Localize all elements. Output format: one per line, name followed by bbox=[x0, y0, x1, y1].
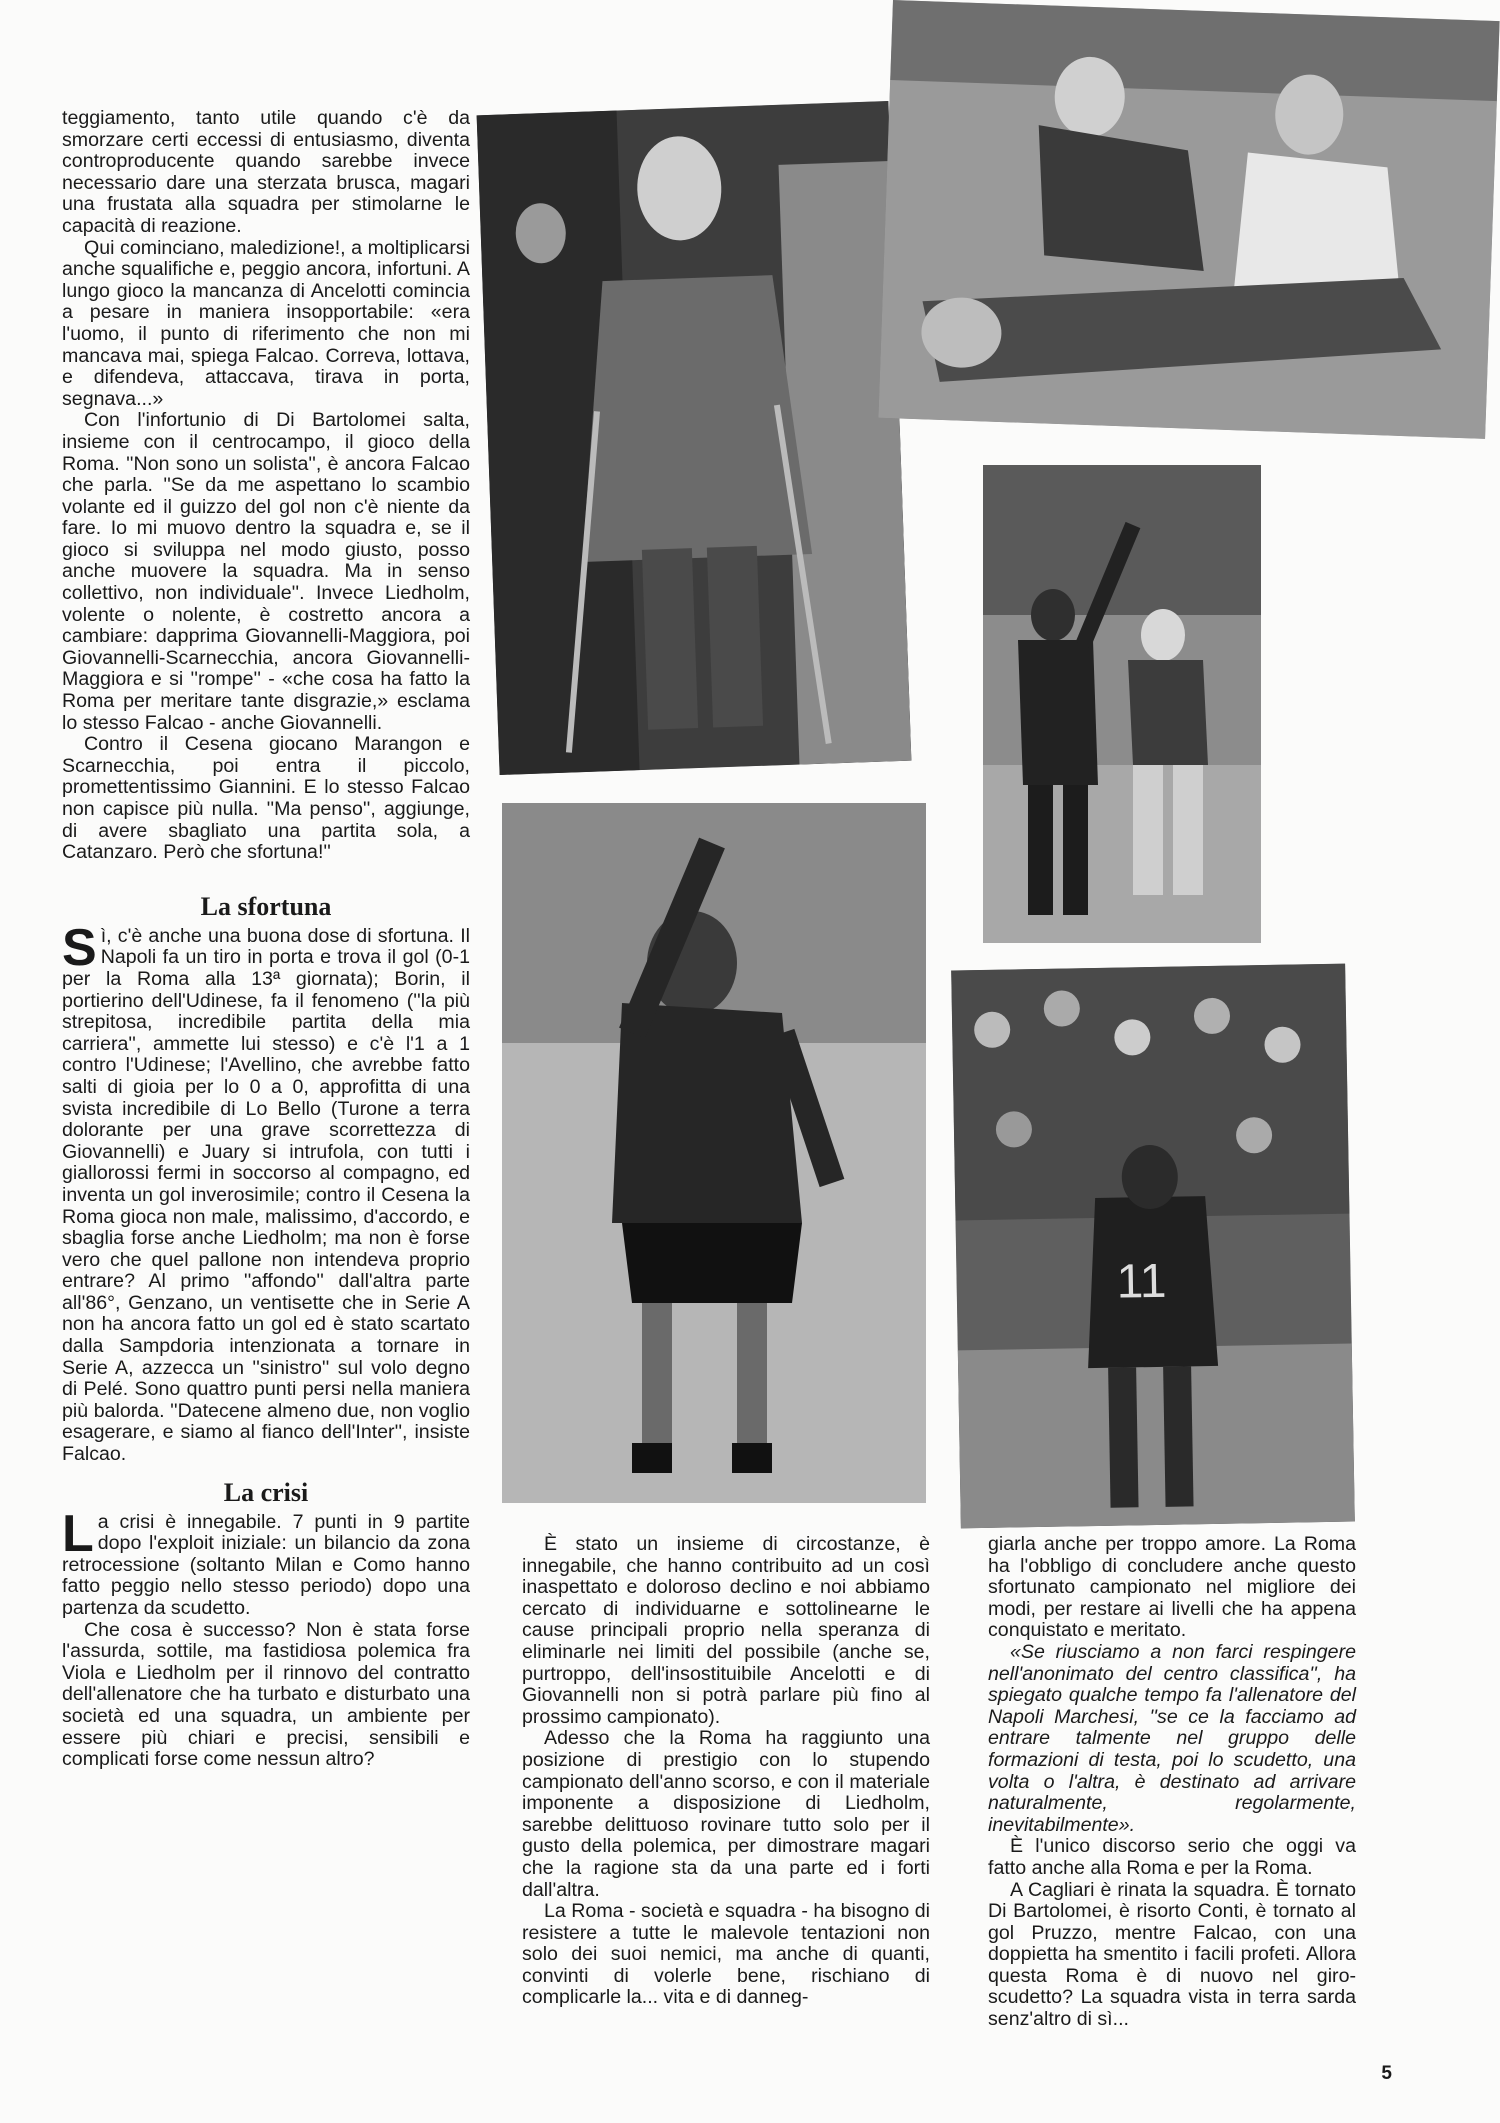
photo-player-raising-arm bbox=[983, 465, 1261, 943]
photo-injured-player-on-pitch bbox=[878, 0, 1499, 439]
column-3 bbox=[988, 1534, 1356, 2031]
paragraph: teggiamento, tanto utile quando c'è da smorzare certi eccessi di entusiasmo, diventa controproducente quando sarebbe invece necessario dare una sterzata brusca, magari una frustata alla squadra per stimolarne le capacità di reazione. bbox=[62, 107, 470, 237]
paragraph: Con l'infortunio di Di Bartolomei salta, insieme con il centrocampo, il gioco della Roma. ''Non sono un solista'', è ancora Falcao che parla. ''Se da me aspettano lo scambio volante ed il guizzo del gol non c'è niente da fare. Io mi muovo dentro la squadra e, se il gioco si sviluppa nel modo giusto, posso anche muovere la squadra. Ma in senso collettivo, non individuale''. Invece Liedholm, volente o nolente, è costretto ancora a cambiare: dapprima Giovannelli-Maggiora, poi Giovannelli-Scarnecchia, ancora Giovannelli-Maggiora e si ''rompe'' - «che cosa ha fatto la Roma per meritare tante disgrazie,» esclama lo stesso Falcao - anche Giovannelli. bbox=[62, 409, 470, 734]
paragraph: È stato un insieme di circostanze, è innegabile, che hanno contribuito ad un così inaspettato e doloroso declino e noi abbiamo cercato di individuarne e sottolinearne le cause principali proprio nella speranza di eliminarle nei limiti del possibile (anche se, purtroppo, dell'insostituibile Ancelotti e di Giovannelli non si potrà parlare più fino al prossimo campionato). bbox=[522, 1533, 930, 1728]
column-1 bbox=[62, 108, 470, 1771]
svg-text:11: 11 bbox=[1116, 1254, 1167, 1309]
paragraph: Qui cominciano, maledizione!, a moltiplicarsi anche squalifiche e, peggio ancora, infortuni. A lungo gioco la mancanza di Ancelotti comincia a pesare in maniera insopportabile: «era l'uomo, il punto di riferimento che non mi mancava mai, spiega Falcao. Correva, lottava, e difendeva, attaccava, tirava in porta, segnava...» bbox=[62, 236, 470, 410]
subheading-la-crisi: La crisi bbox=[223, 1477, 309, 1507]
paragraph-sfortuna bbox=[62, 918, 470, 1466]
paragraph: A Cagliari è rinata la squadra. È tornato Di Bartolomei, è risorto Conti, è tornato al gol Pruzzo, mentre Falcao, con una doppietta ha smentito i facili profeti. Allora questa Roma è di nuovo nel giro-scudetto? La squadra vista in terra sarda senz'altro di sì... bbox=[988, 1878, 1356, 2031]
paragraph: Che cosa è successo? Non è stata forse l'assurda, sottile, ma fastidiosa polemica fra Viola e Liedholm per il rinnovo del contratto dell'allenatore che ha turbato e disturbato una società ed una squadra, un ambiente per essere più chiari e precisi, sensibili e complicati forse come nessun altro? bbox=[62, 1618, 470, 1771]
page-number: 5 bbox=[1381, 2063, 1392, 2084]
subheading-la-sfortuna: La sfortuna bbox=[200, 891, 332, 921]
paragraph: La Roma - società e squadra - ha bisogno di resistere a tutte le malevole tentazioni non solo dei suoi nemici, ma anche di quanti, convinti di volerle bene, rischiano di complicarle la... vita e di danneg- bbox=[522, 1900, 930, 2009]
drop-cap: L bbox=[62, 1504, 94, 1563]
paragraph: «Se riusciamo a non farci respingere nell'anonimato del centro classifica'', ha spiegato qualche tempo fa l'allenatore del Napoli Marchesi, ''se ce la facciamo ad entrare talmente nel gruppo delle formazioni di testa, poi lo scudetto, una volta o l'altra, è destinato ad arrivare naturalmente, regolarmente, inevitabilmente». bbox=[988, 1640, 1356, 1836]
photo-number-11-celebrating-crowd bbox=[951, 964, 1355, 1529]
paragraph-text: a crisi è innegabile. 7 punti in 9 partite dopo l'exploit iniziale: un bilancio da zona retrocessione (soltanto Milan e Como hanno fatto peggio nello stesso periodo) dopo una partenza da scudetto. bbox=[62, 1510, 470, 1619]
paragraph: Contro il Cesena giocano Marangon e Scarnecchia, poi entra il piccolo, promettentissimo Giannini. E lo stesso Falcao non capisce più nulla. ''Ma penso'', aggiunge, di avere sbagliato una partita sola, a Catanzaro. Però che sfortuna!'' bbox=[62, 733, 470, 864]
paragraph: È l'unico discorso serio che oggi va fatto anche alla Roma e per la Roma. bbox=[988, 1835, 1356, 1879]
paragraph-text: ì, c'è anche una buona dose di sfortuna. Il Napoli fa un tiro in porta e trova il gol (0-1 per la Roma alla 13ª giornata); Borin, il portierino dell'Udinese, fa il fenomeno (''la più strepitosa, incredibile partita della mia carriera'', ammette lui stesso) e c'è l'1 a 1 contro l'Udinese; l'Avellino, che avrebbe fatto salti di gioia per lo 0 a 0, approfitta di una svista incredibile di Lo Bello (Turone a terra dolorante per una grave scorrettezza di Giovannelli) e Juary si intrufola, con tutti i giallorossi fermi in soccorso al compagno, ed inventa un gol inverosimile; contro il Cesena la Roma gioca non male, malissimo, d'accordo, e sbaglia forse anche Liedholm; ma non è forse vero che quel pallone non intendeva proprio entrare? Al primo ''affondo'' dall'altra parte all'86°, Genzano, un ventisette che in Serie A non ha ancora fatto un gol ed è stato scartato dalla Sampdoria intenzionata a tornare in Serie A, azzecca un ''sinistro'' sul volo degno di Pelé. Sono quattro punti persi nella maniera più balorda. ''Datecene almeno due, non voglio esagerare, e siamo al fianco dell'Inter'', insiste Falcao. bbox=[62, 924, 470, 1466]
column-2 bbox=[522, 1534, 930, 2009]
drop-cap: S bbox=[62, 918, 97, 977]
paragraph: Adesso che la Roma ha raggiunto una posizione di prestigio con lo stupendo campionato dell'anno scorso, e con il materiale imponente a disposizione di Liedholm, sarebbe delittuoso rovinare tutto solo per il gusto della polemica, per dimostrare magari che la ragione sta da una parte ed i forti dall'altra. bbox=[522, 1727, 930, 1901]
photo-player-on-crutches bbox=[477, 101, 912, 775]
photo-player-celebrating-goal bbox=[502, 803, 926, 1503]
paragraph-crisi bbox=[62, 1504, 470, 1620]
paragraph: giarla anche per troppo amore. La Roma ha l'obbligo di concludere anche questo sfortunato campionato nel migliore dei modi, per restare ai livelli che ha appena conquistato e meritato. bbox=[988, 1533, 1356, 1642]
